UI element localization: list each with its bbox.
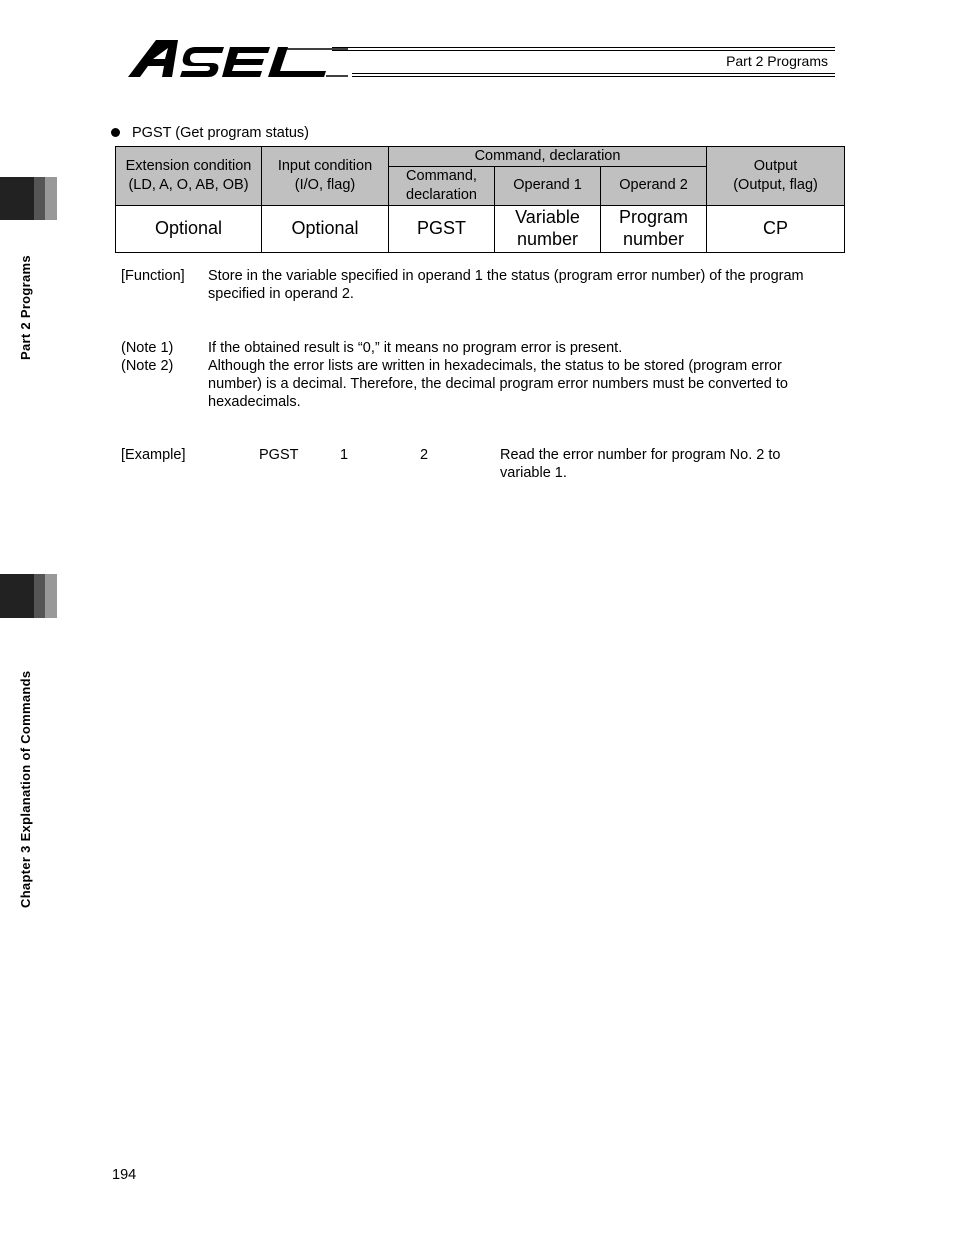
function-text: Store in the variable specified in operand 1 the status (program error number) of the program specified in operand 2.	[208, 268, 804, 302]
page-number: 194	[112, 1167, 137, 1183]
cell-operand1: Variable number	[495, 205, 601, 252]
side-label-part: Part 2 Programs	[18, 255, 33, 360]
side-tab-light-2	[45, 574, 57, 618]
side-label-chapter: Chapter 3 Explanation of Commands	[18, 670, 33, 908]
cell-input: Optional	[262, 205, 389, 252]
command-title: PGST (Get program status)	[132, 125, 310, 141]
header-output: Output (Output, flag)	[707, 147, 845, 206]
header-rule-bottom-2	[352, 76, 835, 77]
side-tab-dark	[0, 177, 34, 220]
note2-label: (Note 2)	[121, 358, 174, 374]
header-extension-condition: Extension condition (LD, A, O, AB, OB)	[116, 147, 262, 206]
header-rule-bottom	[352, 73, 835, 74]
command-table	[115, 146, 845, 253]
example-description: Read the error number for program No. 2 to variable 1.	[500, 447, 781, 481]
note2-text: Although the error lists are written in hexadecimals, the status to be stored (program error number) is a decimal. Therefore, the decimal program error numbers must be converted to hexadecimals.	[208, 358, 788, 410]
example-command: PGST	[259, 447, 299, 463]
note1-text: If the obtained result is “0,” it means no program error is present.	[208, 340, 623, 356]
cell-output: CP	[707, 205, 845, 252]
header-rule-top	[332, 47, 835, 48]
note1-label: (Note 1)	[121, 340, 174, 356]
header-command-group: Command, declaration	[389, 147, 707, 167]
header-operand1: Operand 1	[495, 166, 601, 205]
cell-command: PGST	[389, 205, 495, 252]
example-operand1: 1	[340, 447, 349, 463]
example-label: [Example]	[121, 447, 186, 463]
section-title: Part 2 Programs	[726, 53, 828, 69]
side-tab-mid	[34, 177, 45, 220]
function-label: [Function]	[121, 268, 185, 284]
cell-operand2: Program number	[601, 205, 707, 252]
example-operand2: 2	[420, 447, 429, 463]
header-operand2: Operand 2	[601, 166, 707, 205]
side-tab-dark-2	[0, 574, 34, 618]
side-tab-mid-2	[34, 574, 45, 618]
header-rule-top-2	[332, 50, 835, 51]
header-input-condition: Input condition (I/O, flag)	[262, 147, 389, 206]
asel-logo	[126, 36, 348, 80]
bullet-icon	[111, 128, 120, 137]
side-tab-light	[45, 177, 57, 220]
cell-extension: Optional	[116, 205, 262, 252]
header-command: Command, declaration	[389, 166, 495, 205]
